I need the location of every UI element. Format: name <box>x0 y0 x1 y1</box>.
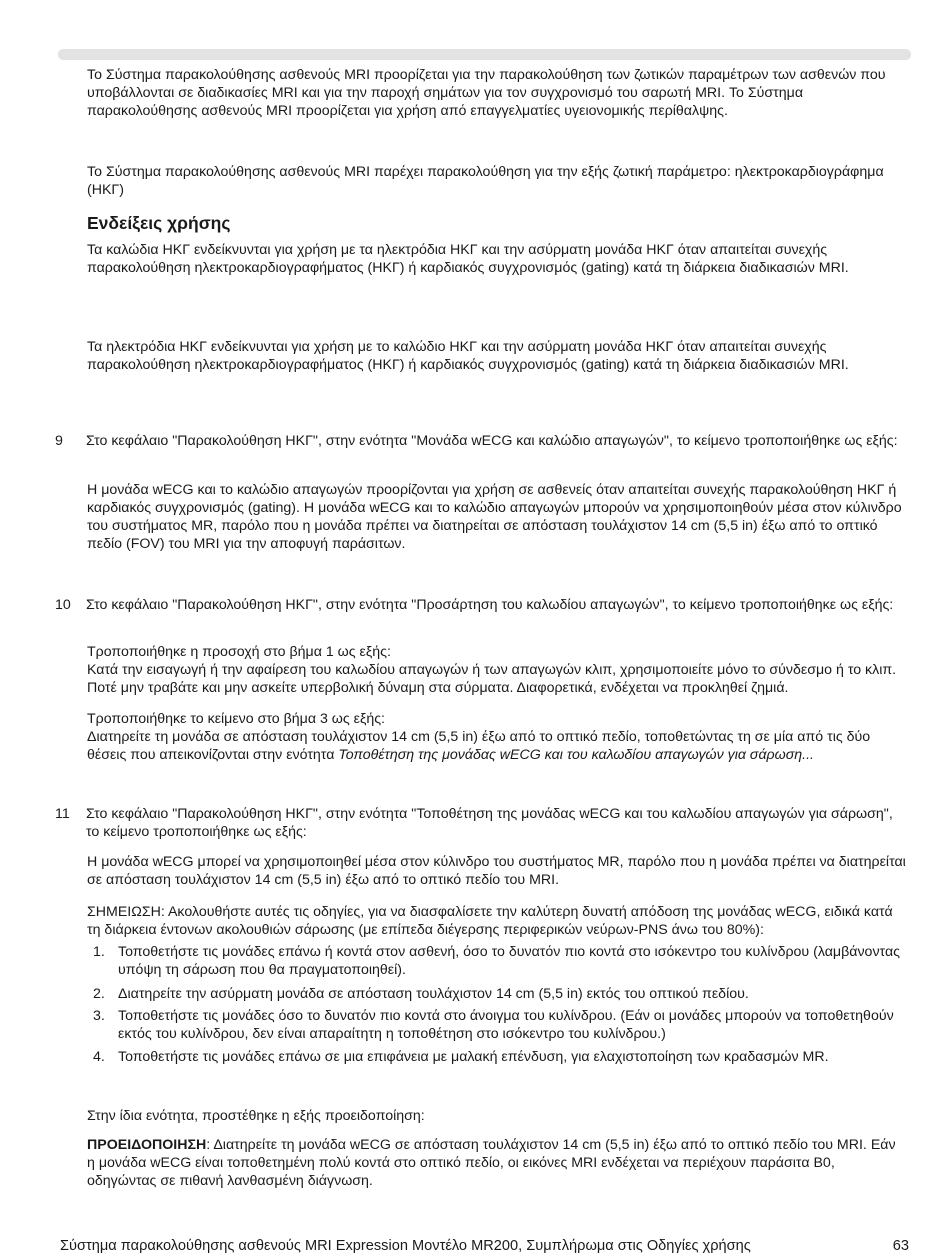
intro-paragraph-1: Το Σύστημα παρακολούθησης ασθενούς MRI προορίζεται για την παρακολούθηση των ζωτικών παραμέτρων των ασθενών που υποβάλλονται σε διαδικασίες MRI και για την παροχή σημάτων για τον συγχρονισμό του σαρωτή MRI. Το Σύστημα παρακολούθησης ασθενούς MRI προορίζεται για χρήση από επαγγελματίες υγειονομικής περίθαλψης. <box>87 67 886 119</box>
item-10-step1 <box>87 643 907 697</box>
step3-body-text: Διατηρείτε τη μονάδα σε απόσταση τουλάχιστον 14 cm (5,5 in) έξω από το οπτικό πεδίο, τοποθετώντας τη σε μία από τις δύο θέσεις που απεικονίζονται στην ενότητα <box>87 729 871 763</box>
item-10-lead: Στο κεφάλαιο "Παρακολούθηση ΗΚΓ", στην ενότητα "Προσάρτηση του καλωδίου απαγωγών", το κείμενο τροποποιήθηκε ως εξής: <box>86 597 894 613</box>
item-11-body: Η μονάδα wECG μπορεί να χρησιμοποιηθεί μέσα στον κύλινδρο του συστήματος MR, παρόλο που η μονάδα πρέπει να διατηρείται σε απόσταση τουλάχιστον 14 cm (5,5 in) έξω από το οπτικό πεδίο του MRI. <box>87 854 906 888</box>
list-item-number: 3. <box>93 1008 105 1024</box>
item-number-9: 9 <box>55 433 63 449</box>
item-11-lead: Στο κεφάλαιο "Παρακολούθηση ΗΚΓ", στην ενότητα "Τοποθέτηση της μονάδας wECG και του καλωδίου απαγωγών για σάρωση", το κείμενο τροποποιήθηκε ως εξής: <box>86 806 893 840</box>
item-number-10: 10 <box>55 597 71 613</box>
list-item-number: 4. <box>93 1049 105 1065</box>
footer-document-title: Σύστημα παρακολούθησης ασθενούς MRI Expression Μοντέλο MR200, Συμπλήρωμα στις Οδηγίες χρήσης <box>60 1238 751 1254</box>
page-number: 63 <box>892 1238 909 1254</box>
step1-title: Τροποποιήθηκε η προσοχή στο βήμα 1 ως εξής: <box>87 644 391 660</box>
list-item: Τοποθετήστε τις μονάδες όσο το δυνατόν πιο κοντά στο άνοιγμα του κυλίνδρου. (Εάν οι μονάδες μπορούν να τοποθετηθούν εκτός του κυλίνδρου, δεν είναι απαραίτητη η τοποθέτηση στο ισόκεντρο του κυλίνδρου.) <box>118 1008 894 1042</box>
list-item: Τοποθετήστε τις μονάδες επάνω ή κοντά στον ασθενή, όσο το δυνατόν πιο κοντά στο ισόκεντρο του κυλίνδρου (λαμβάνοντας υπόψη τη σάρωση που θα πραγματοποιηθεί). <box>118 944 900 978</box>
item-11-note: ΣΗΜΕΙΩΣΗ: Ακολουθήστε αυτές τις οδηγίες, για να διασφαλίσετε την καλύτερη δυνατή απόδοση της μονάδας wECG, ειδικά κατά τη διάρκεια έντονων ακολουθιών σάρωσης (με επίπεδα διέγερσης περιφερικών νεύρων-PNS άνω του 80%): <box>87 904 893 938</box>
list-item: Τοποθετήστε τις μονάδες επάνω σε μια επιφάνεια με μαλακή επένδυση, για ελαχιστοποίηση των κραδασμών MR. <box>118 1049 829 1065</box>
warning-text: : Διατηρείτε τη μονάδα wECG σε απόσταση τουλάχιστον 14 cm (5,5 in) έξω από το οπτικό πεδίο του MRI. Εάν η μονάδα wECG είναι τοποθετημένη πολύ κοντά στο οπτικό πεδίο, οι εικόνες MRI ενδέχεται να περιέχουν παράσιτα B0, οδηγώντας σε πιθανή λανθασμένη διάγνωση. <box>87 1137 896 1189</box>
indications-paragraph-1: Τα καλώδια ΗΚΓ ενδείκνυνται για χρήση με τα ηλεκτρόδια ΗΚΓ και την ασύρματη μονάδα ΗΚΓ όταν απαιτείται συνεχής παρακολούθηση ηλεκτροκαρδιογραφήματος (ΗΚΓ) ή καρδιακός συγχρονισμός (gating) κατά τη διάρκεια διαδικασιών MRI. <box>87 242 849 276</box>
item-number-11: 11 <box>55 806 70 822</box>
indications-paragraph-2: Τα ηλεκτρόδια ΗΚΓ ενδείκνυνται για χρήση με το καλώδιο ΗΚΓ και την ασύρματη μονάδα ΗΚΓ όταν απαιτείται συνεχής παρακολούθηση ηλεκτροκαρδιογραφήματος (ΗΚΓ) ή καρδιακός συγχρονισμός (gating) κατά τη διάρκεια διαδικασιών MRI. <box>87 339 849 373</box>
warning-label: ΠΡΟΕΙΔΟΠΟΙΗΣΗ <box>87 1137 207 1153</box>
step3-body <box>87 728 907 764</box>
list-item-number: 2. <box>93 986 105 1002</box>
list-item-number: 1. <box>93 944 105 960</box>
warning-intro: Στην ίδια ενότητα, προστέθηκε η εξής προειδοποίηση: <box>87 1108 425 1124</box>
step3-section-reference: Τοποθέτηση της μονάδας wECG και του καλωδίου απαγωγών για σάρωση... <box>338 747 814 763</box>
list-item: Διατηρείτε την ασύρματη μονάδα σε απόσταση τουλάχιστον 14 cm (5,5 in) εκτός του οπτικού πεδίου. <box>118 986 749 1002</box>
header-bar <box>58 49 911 60</box>
warning-paragraph <box>87 1136 907 1190</box>
step3-title: Τροποποιήθηκε το κείμενο στο βήμα 3 ως εξής: <box>87 711 385 727</box>
intro-paragraph-2: Το Σύστημα παρακολούθησης ασθενούς MRI παρέχει παρακολούθηση για την εξής ζωτική παράμετρο: ηλεκτροκαρδιογράφημα (ΗΚΓ) <box>87 164 884 198</box>
section-heading: Ενδείξεις χρήσης <box>87 213 231 233</box>
step1-body: Κατά την εισαγωγή ή την αφαίρεση του καλωδίου απαγωγών ή των απαγωγών κλιπ, χρησιμοποιείτε μόνο το σύνδεσμο ή το κλιπ. Ποτέ μην τραβάτε και μην ασκείτε υπερβολική δύναμη στα σύρματα. Διαφορετικά, ενδέχεται να προκληθεί ζημιά. <box>87 662 897 696</box>
item-9-lead: Στο κεφάλαιο "Παρακολούθηση ΗΚΓ", στην ενότητα "Μονάδα wECG και καλώδιο απαγωγών", το κείμενο τροποποιήθηκε ως εξής: <box>86 433 898 449</box>
item-10-step3 <box>87 710 907 764</box>
item-9-body: Η μονάδα wECG και το καλώδιο απαγωγών προορίζονται για χρήση σε ασθενείς όταν απαιτείται συνεχής παρακολούθηση ΗΚΓ ή καρδιακός συγχρονισμός (gating). Η μονάδα wECG και το καλώδιο απαγωγών μπορούν να χρησιμοποιηθούν μέσα στον κύλινδρο του συστήματος MR, παρόλο που η μονάδα πρέπει να διατηρείται σε απόσταση τουλάχιστον 14 cm (5,5 in) έξω από το οπτικό πεδίο (FOV) του MRI για την αποφυγή παράσιτων. <box>87 482 902 552</box>
